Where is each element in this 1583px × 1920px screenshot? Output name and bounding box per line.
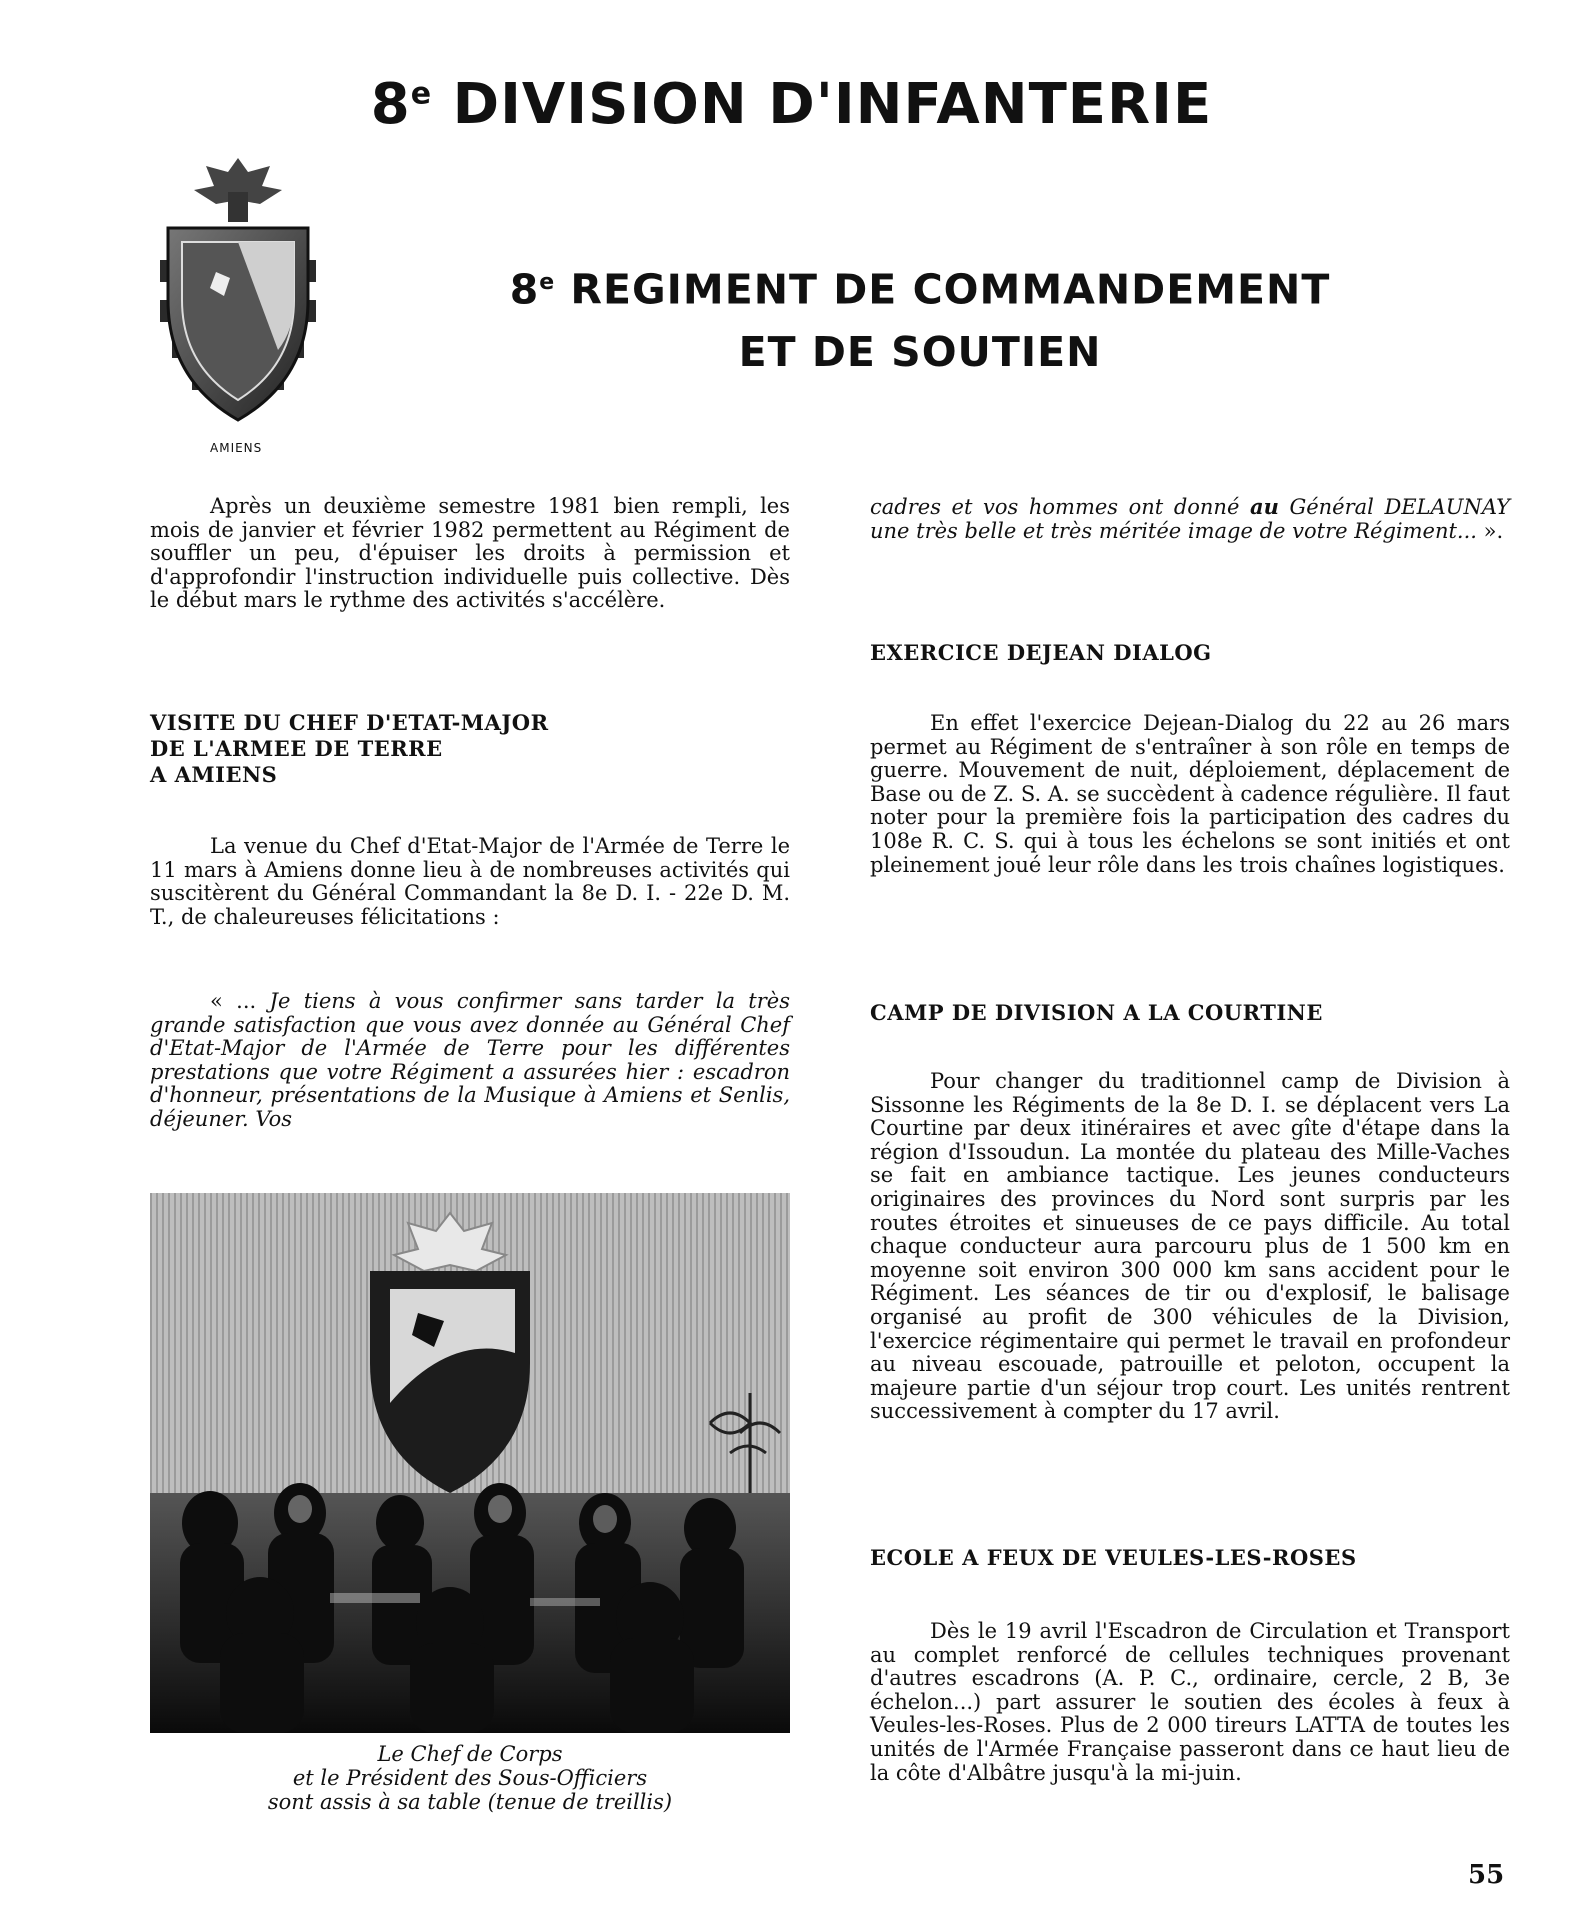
ecole-paragraph: Dès le 19 avril l'Escadron de Circulation et Transport au complet renforcé de cellules techniques provenant d'autres escadrons (A. P. C., ordinaire, cercle, 2 B, 3e échelon...) part assurer le soutien des écoles à feux à Veules-les-Roses. Plus de 2 000 tireurs LATTA de toutes les unités de l'Armée Française passeront dans ce haut lieu de la côte d'Albâtre jusqu'à la mi-juin. — [870, 1619, 1510, 1785]
division-number: 8 — [370, 72, 411, 137]
dejean-paragraph: En effet l'exercice Dejean-Dialog du 22 au 26 mars permet au Régiment de s'entraîner à son rôle en temps de guerre. Mouvement de nuit, déploiement, déplacement de Base ou de Z. S. A. se succèdent à cadence régulière. Il faut noter pour la première fois la participation des cadres du 108e R. C. S. qui à tous les échelons se sont initiés et ont pleinement joué leur rôle dans les trois chaînes logistiques. — [870, 711, 1510, 877]
camp-heading: CAMP DE DIVISION A LA COURTINE — [870, 1000, 1323, 1025]
dejean-heading: EXERCICE DEJEAN DIALOG — [870, 640, 1212, 665]
visit-heading-line3: A AMIENS — [150, 762, 278, 787]
division-number-sup: e — [410, 76, 433, 112]
photo-caption-line3: sont assis à sa table (tenue de treillis) — [267, 1790, 673, 1814]
regiment-title-line1 — [470, 252, 1370, 321]
ecole-heading: ECOLE A FEUX DE VEULES-LES-ROSES — [870, 1545, 1357, 1570]
photo-caption — [150, 1742, 790, 1814]
visit-heading-line2: DE L'ARMEE DE TERRE — [150, 736, 443, 761]
quote-continuation-bold: au — [1249, 494, 1279, 519]
page-number: 55 — [1468, 1860, 1505, 1890]
regiment-number-sup: e — [539, 270, 556, 295]
camp-paragraph: Pour changer du traditionnel camp de Division à Sissonne les Régiments de la 8e D. I. se déplacent vers La Courtine par deux itinéraires et avec gîte d'étape dans la région d'Issoudun. La montée du plateau des Mille-Vaches se fait en ambiance tactique. Les jeunes conducteurs originaires des provinces du Nord sont surpris par les routes étroites et sinueuses de ce pays difficile. Au total chaque conducteur aura parcouru plus de 1 500 km en moyenne soit environ 300 000 km sans accident pour le Régiment. Les séances de tir ou d'explosif, le balisage organisé au profit de 300 véhicules de la Division, l'exercice régimentaire qui permet le travail en profondeur au niveau escouade, patrouille et peloton, occupent la majeure partie d'un séjour trop court. Les unités rentrent successivement à compter du 17 avril. — [870, 1069, 1510, 1424]
banquet-photo — [150, 1193, 790, 1733]
regiment-number: 8 — [509, 265, 540, 314]
quote-continuation-text-1: cadres et vos hommes ont donné — [870, 495, 1240, 519]
photo-caption-line2: et le Président des Sous-Officiers — [292, 1766, 648, 1790]
division-title: DIVISION D'INFANTERIE — [452, 72, 1213, 137]
regiment-crest-icon — [158, 150, 318, 428]
quote-open: « ... — [210, 989, 257, 1013]
quote-continuation-text-2: Général DELAUNAY une très belle et très méritée image de votre Régiment... — [870, 495, 1510, 543]
visit-heading — [150, 710, 790, 788]
page-title — [0, 72, 1583, 137]
intro-paragraph: Après un deuxième semestre 1981 bien rempli, les mois de janvier et février 1982 permettent au Régiment de souffler un peu, d'épuiser les droits à permission et d'approfondir l'instruction individuelle puis collective. Dès le début mars le rythme des activités s'accélère. — [150, 494, 790, 613]
quote-text: Je tiens à vous confirmer sans tarder la très grande satisfaction que vous avez donnée au Général Chef d'Etat-Major de l'Armée de Terre pour les différentes prestations que votre Régiment a assurées hier : escadron d'honneur, présentations de la Musique à Amiens et Senlis, déjeuner. Vos — [150, 989, 790, 1131]
crest-caption: AMIENS — [210, 441, 263, 455]
regiment-title — [470, 252, 1370, 383]
quote-paragraph — [150, 990, 790, 1132]
regiment-title-text-1: REGIMENT DE COMMANDEMENT — [570, 265, 1331, 314]
quote-close: ». — [1483, 518, 1504, 543]
visit-heading-line1: VISITE DU CHEF D'ETAT-MAJOR — [150, 710, 549, 735]
visit-paragraph: La venue du Chef d'Etat-Major de l'Armée de Terre le 11 mars à Amiens donne lieu à de nombreuses activités qui suscitèrent du Général Commandant la 8e D. I. - 22e D. M. T., de chaleureuses félicitations : — [150, 834, 790, 929]
regiment-title-text-2: ET DE SOUTIEN — [738, 327, 1102, 376]
quote-continuation — [870, 495, 1510, 543]
photo-caption-line1: Le Chef de Corps — [377, 1742, 563, 1766]
